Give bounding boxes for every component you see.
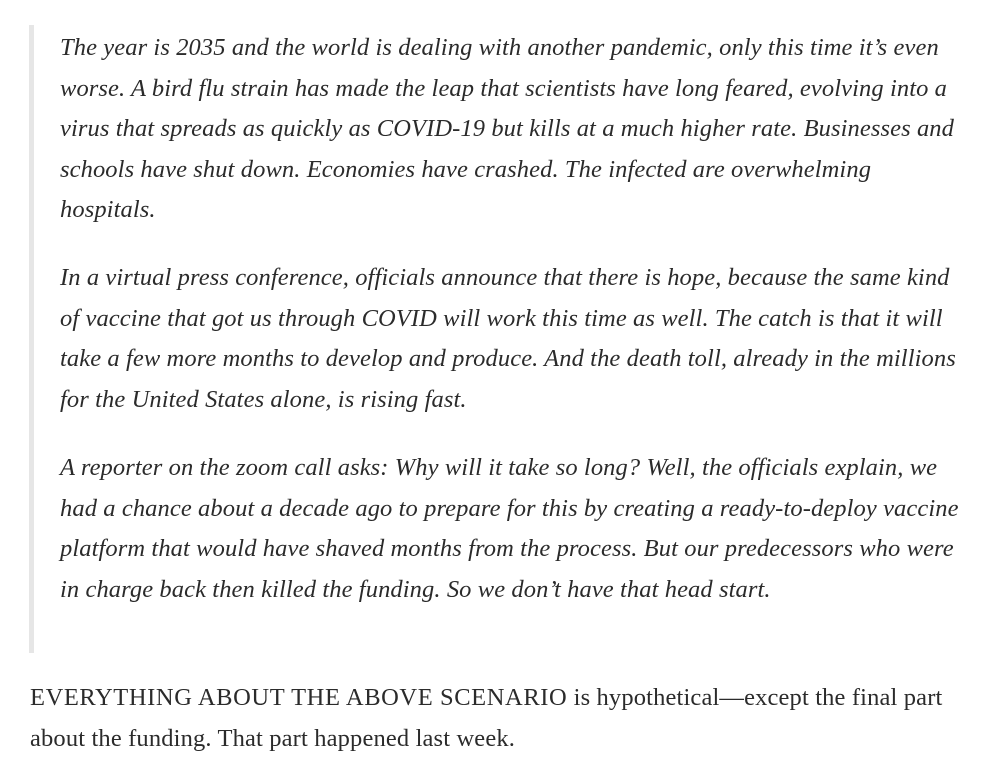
lead-in-text: EVERYTHING ABOUT THE ABOVE SCENARIO (30, 684, 568, 711)
blockquote-paragraph-1: The year is 2035 and the world is dealing with another pandemic, only this time it’s even worse. A bird flu strain has made the leap that scientists have long feared, evolving into a virus that spreads as quickly as COVID-19 but kills at a much higher rate. Businesses and schools have shut down. Economies have crashed. The infected are overwhelming hospitals. (60, 34, 954, 223)
blockquote (29, 25, 967, 653)
body-paragraph (30, 678, 970, 759)
body-paragraph-text: is hypothetical—except the final part about the funding. That part happened last week. (30, 684, 943, 752)
blockquote-paragraph-3: A reporter on the zoom call asks: Why will it take so long? Well, the officials explain, we had a chance about a decade ago to prepare for this by creating a ready-to-deploy vaccine platform that would have shaved months from the process. But our predecessors who were in charge back then killed the funding. So we don’t have that head start. (60, 454, 959, 603)
blockquote-paragraph-2: In a virtual press conference, officials announce that there is hope, because the same kind of vaccine that got us through COVID will work this time as well. The catch is that it will take a few more months to develop and produce. And the death toll, already in the millions for the United States alone, is rising fast. (60, 264, 956, 413)
